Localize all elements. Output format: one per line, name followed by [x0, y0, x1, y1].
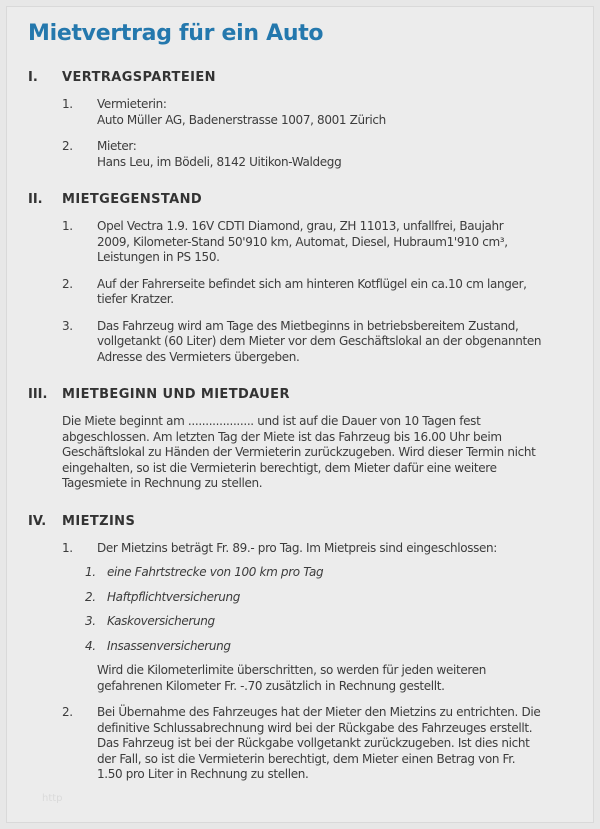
item-body [97, 219, 508, 266]
item-number: 3. [62, 318, 73, 333]
list-item [62, 705, 593, 783]
kilometer-note [97, 663, 593, 694]
item-line: vollgetankt (60 Liter) dem Mieter vor dem Geschäftslokal an der obgenannten [97, 334, 542, 348]
document-page [6, 6, 594, 823]
sub-list-item [85, 565, 593, 581]
subitem-text: eine Fahrtstrecke von 100 km pro Tag [107, 565, 324, 579]
item-line: definitive Schlussabrechnung wird bei der Rückgabe des Fahrzeuges erstellt. [97, 720, 533, 735]
sub-list-item [85, 590, 593, 606]
section-vertragsparteien [21, 69, 593, 170]
section-numeral: I. [28, 70, 38, 85]
section-heading: MIETBEGINN UND MIETDAUER [62, 387, 290, 402]
item-body [97, 277, 527, 308]
section-heading-row [28, 386, 593, 403]
item-line: Vermieterin: [97, 97, 167, 111]
list-item [62, 541, 593, 557]
paragraph-line: Tagesmiete in Rechnung zu stellen. [62, 476, 263, 490]
subitem-number: 1. [85, 565, 96, 579]
paragraph-line: eingehalten, so ist die Vermieterin berechtigt, dem Mieter dafür eine weitere [62, 460, 497, 475]
section-heading-row [28, 191, 593, 208]
item-number: 1. [62, 97, 73, 111]
section-mietgegenstand [21, 191, 593, 365]
list-item [62, 319, 593, 366]
paragraph-line: Geschäftslokal zu Händen der Vermieterin zurückzugeben. Wird dieser Termin nicht [62, 445, 536, 459]
note-line: gefahrenen Kilometer Fr. -.70 zusätzlich in Rechnung gestellt. [97, 678, 445, 693]
item-number: 2. [62, 276, 73, 291]
section-mietzins [21, 513, 593, 783]
item-line: Adresse des Vermieters übergeben. [97, 349, 300, 364]
subitem-number: 2. [85, 589, 96, 604]
item-line: Auf der Fahrerseite befindet sich am hinteren Kotflügel ein ca.10 cm langer, [97, 276, 527, 291]
item-line: Das Fahrzeug ist bei der Rückgabe vollgetankt zurückzugeben. Ist dies nicht [97, 736, 530, 750]
sub-list-item [85, 614, 593, 630]
item-line: 1.50 pro Liter in Rechnung zu stellen. [97, 767, 309, 781]
item-line: Mieter: [97, 139, 137, 153]
subitem-text: Kaskoversicherung [107, 614, 215, 628]
item-number: 2. [62, 705, 73, 719]
item-body [97, 319, 541, 366]
list-item [62, 277, 593, 308]
item-line: tiefer Kratzer. [97, 292, 174, 306]
subitem-number: 4. [85, 638, 96, 653]
item-number: 1. [62, 219, 73, 233]
item-line: Das Fahrzeug wird am Tage des Mietbeginns in betriebsbereitem Zustand, [97, 318, 519, 333]
item-line: Auto Müller AG, Badenerstrasse 1007, 8001 Zürich [97, 112, 386, 127]
item-line: Hans Leu, im Bödeli, 8142 Uitikon-Waldegg [97, 154, 342, 169]
item-line: 2009, Kilometer-Stand 50'910 km, Automat, Diesel, Hubraum1'910 cm³, [97, 234, 508, 249]
section-paragraph [62, 414, 593, 492]
sub-list-item [85, 639, 593, 655]
item-number: 2. [62, 139, 73, 153]
section-heading: MIETGEGENSTAND [62, 192, 203, 207]
note-line: Wird die Kilometerlimite überschritten, so werden für jeden weiteren [97, 663, 487, 677]
item-body [97, 139, 341, 170]
item-line: Leistungen in PS 150. [97, 250, 220, 264]
subitem-text: Insassenversicherung [107, 638, 231, 653]
item-body [97, 541, 497, 557]
section-numeral: III. [28, 387, 48, 402]
paragraph-line: abgeschlossen. Am letzten Tag der Miete ist das Fahrzeug bis 16.00 Uhr beim [62, 429, 502, 444]
item-line: Bei Übernahme des Fahrzeuges hat der Mieter den Mietzins zu entrichten. Die [97, 705, 541, 719]
subitem-text: Haftpflichtversicherung [107, 589, 241, 604]
page-title: Mietvertrag für ein Auto [28, 21, 324, 46]
list-item [62, 97, 593, 128]
list-item [62, 219, 593, 266]
section-heading-row [28, 513, 593, 530]
document-content [7, 20, 593, 804]
watermark-text: http [42, 792, 63, 804]
item-body [97, 705, 540, 783]
item-line: Der Mietzins beträgt Fr. 89.- pro Tag. Im Mietpreis sind eingeschlossen: [97, 540, 497, 555]
section-numeral: II. [28, 192, 43, 207]
section-heading-row [28, 69, 593, 86]
paragraph-line: Die Miete beginnt am ................... und ist auf die Dauer von 10 Tagen fest [62, 414, 481, 428]
section-heading: VERTRAGSPARTEIEN [62, 70, 216, 85]
section-numeral: IV. [28, 513, 47, 529]
subitem-number: 3. [85, 614, 96, 628]
item-line: Opel Vectra 1.9. 16V CDTI Diamond, grau, ZH 11013, unfallfrei, Baujahr [97, 219, 504, 233]
section-heading: MIETZINS [62, 513, 136, 529]
item-line: der Fall, so ist die Vermieterin berechtigt, dem Mieter einen Betrag von Fr. [97, 751, 516, 766]
item-body [97, 97, 386, 128]
list-item [62, 139, 593, 170]
section-mietbeginn-und-mietdauer [21, 386, 593, 492]
item-number: 1. [62, 540, 73, 555]
